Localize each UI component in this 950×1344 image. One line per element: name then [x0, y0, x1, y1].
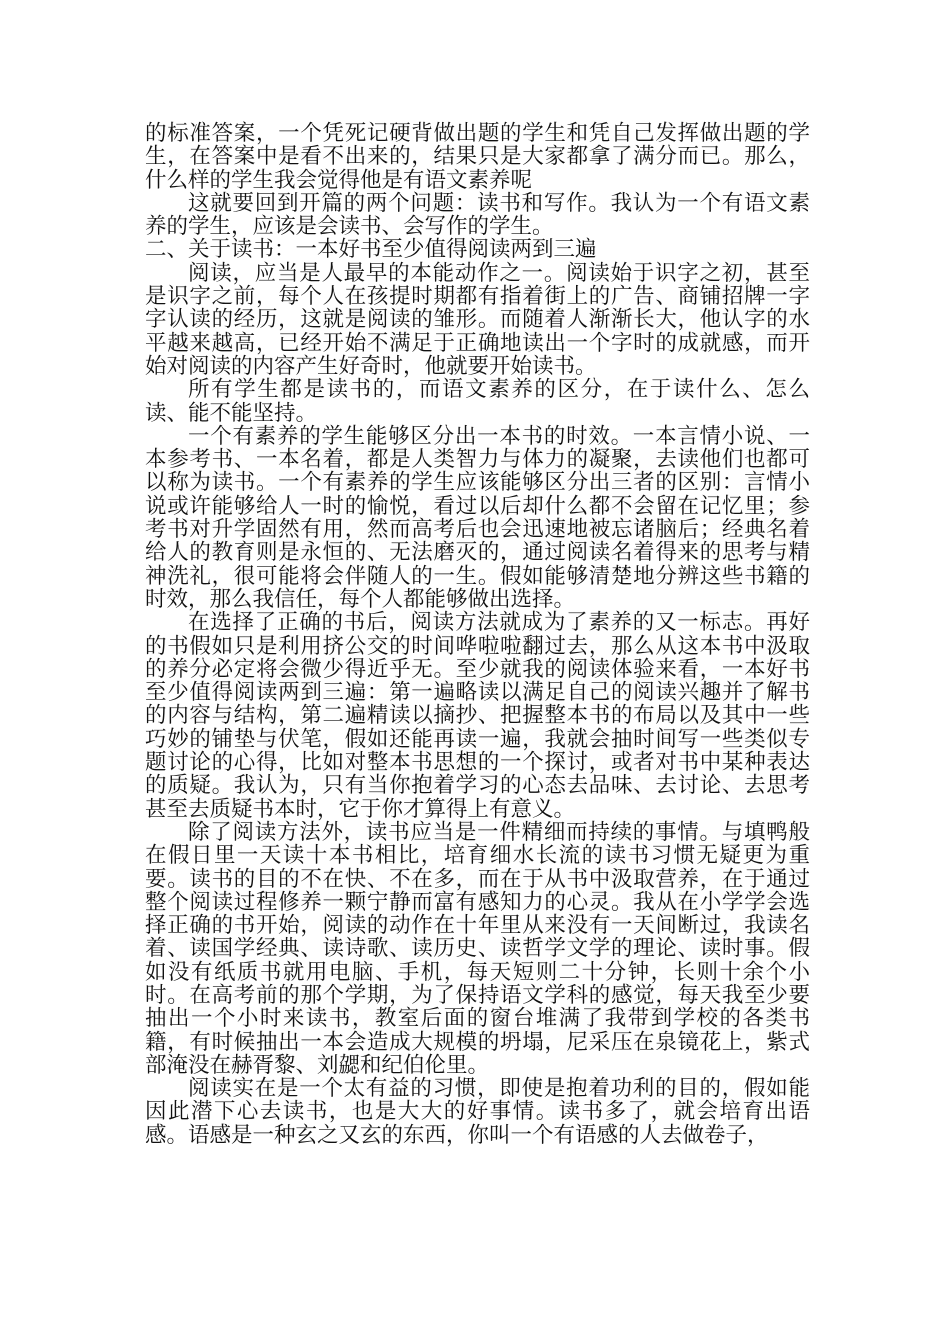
paragraph-book-timeliness: 一个有素养的学生能够区分出一本书的时效。一本言情小说、一本参考书、一本名着，都是人类智力与体力的凝聚，去读他们也都可以称为读书。一个有素养的学生应该能够区分出三者的区别：言情小说或许能够给人一时的愉悦，看过以后却什么都不会留在记忆里；参考书对升学固然有用，然而高考后也会迅速地被忘诸脑后；经典名着给人的教育则是永恒的、无法磨灭的，通过阅读名着得来的思考与精神洗礼，很可能将会伴随人的一生。假如能够清楚地分辨这些书籍的时效，那么我信任，每个人都能够做出选择。: [145, 423, 810, 612]
section-heading-reading: 二、关于读书：一本好书至少值得阅读两到三遍: [145, 237, 597, 263]
paragraph-language-sense: 阅读实在是一个太有益的习惯，即使是抱着功利的目的，假如能因此潜下心去读书，也是大大的好事情。读书多了，就会培育出语感。语感是一种玄之又玄的东西，你叫一个有语感的人去做卷子，: [145, 1076, 810, 1148]
paragraph-reading-instinct: 阅读，应当是人最早的本能动作之一。阅读始于识字之初，甚至是识字之前，每个人在孩提时期都有指着街上的广告、商铺招牌一字字认读的经历，这就是阅读的雏形。而随着人渐渐长大，他认字的水平越来越高，已经开始不满足于正确地读出一个字时的成就感，而开始对阅读的内容产生好奇时，他就要开始读书。: [145, 260, 810, 379]
paragraph-literacy-distinction: 所有学生都是读书的，而语文素养的区分，在于读什么、怎么读、能不能坚持。: [145, 377, 810, 426]
paragraph-reading-habit: 除了阅读方法外，读书应当是一件精细而持续的事情。与填鸭般在假日里一天读十本书相比，培育细水长流的读书习惯无疑更为重要。读书的目的不在快、不在多，而在于从书中汲取营养，在于通过整个阅读过程修养一颗宁静而富有感知力的心灵。我从在小学学会选择正确的书开始，阅读的动作在十年里从来没有一天间断过，我读名着、读国学经典、读诗歌、读历史、读哲学文学的理论、读时事。假如没有纸质书就用电脑、手机，每天短则二十分钟，长则十余个小时。在高考前的那个学期，为了保持语文学科的感觉，每天我至少要抽出一个小时来读书，教室后面的窗台堆满了我带到学校的各类书籍，有时候抽出一本会造成大规模的坍塌，尼采压在泉镜花上，紫式部淹没在赫胥黎、刘勰和纪伯伦里。: [145, 819, 810, 1078]
paragraph-reading-method: 在选择了正确的书后，阅读方法就成为了素养的又一标志。再好的书假如只是利用挤公交的时间哗啦啦翻过去，那么从这本书中汲取的养分必定将会微少得近乎无。至少就我的阅读体验来看，一本好书至少值得阅读两到三遍：第一遍略读以满足自己的阅读兴趣并了解书的内容与结构，第二遍精读以摘抄、把握整本书的布局以及其中一些巧妙的铺垫与伏笔，假如还能再读一遍，我就会抽时间写一些类似专题讨论的心得，比如对整本书思想的一个探讨，或者对书中某种表达的质疑。我认为，只有当你抱着学习的心态去品味、去讨论、去思考甚至去质疑书本时，它于你才算得上有意义。: [145, 610, 810, 822]
document-body: [145, 122, 810, 1147]
paragraph-intro-continuation: 的标准答案，一个凭死记硬背做出题的学生和凭自己发挥做出题的学生，在答案中是看不出来的，结果只是大家都拿了满分而已。那么，什么样的学生我会觉得他是有语文素养呢: [145, 121, 810, 193]
paragraph-reading-and-writing: 这就要回到开篇的两个问题：读书和写作。我认为一个有语文素养的学生，应该是会读书、会写作的学生。: [145, 190, 810, 240]
